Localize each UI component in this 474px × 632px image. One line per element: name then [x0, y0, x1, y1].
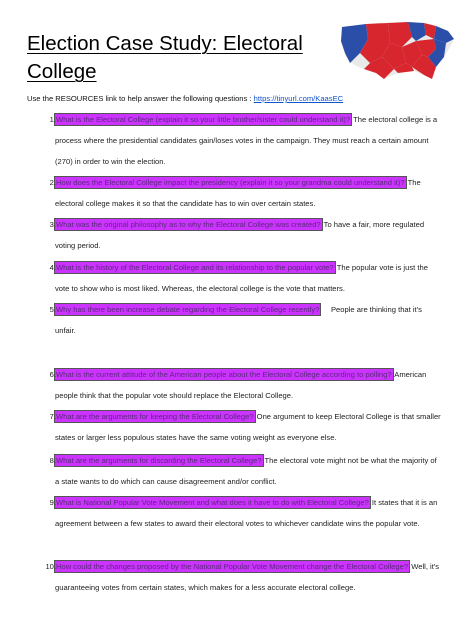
- question-item-2: [36, 172, 441, 214]
- question-item-9: [36, 492, 441, 534]
- question-number: 6.: [49, 370, 56, 379]
- question-number: 4.: [49, 263, 56, 272]
- answer-text: The electoral college is a process where the presidential candidates gain/loses votes in the campaign. They must reach a certain amount (270) in order to win the election.: [55, 115, 438, 166]
- answer-text: To have a fair, more regulated voting period.: [55, 220, 425, 250]
- question-text: What is National Popular Vote Movement and what does it have to do with Electoral College?: [56, 498, 369, 507]
- question-text: What is the current attitude of the American people about the Electoral College according to polling?: [56, 370, 392, 379]
- intro-text: Use the RESOURCES link to help answer the following questions :: [27, 94, 254, 103]
- question-text: What was the original philosophy as to why the Electoral College was created?: [56, 220, 321, 229]
- answer-text: The electoral college makes it so that the candidate has to win over certain states.: [55, 178, 421, 208]
- question-number: 7.: [49, 412, 56, 421]
- question-number: 9.: [49, 498, 56, 507]
- answer-text: American people think that the popular vote should replace the Electoral College.: [55, 370, 427, 400]
- answer-text: Well, it's guaranteeing votes from certain states, which makes for a less accurate electoral college.: [55, 562, 440, 592]
- answer-text: The popular vote is just the vote to show who is most liked. Whereas, the electoral college is the vote that matters.: [55, 263, 428, 293]
- page-title: [27, 30, 317, 86]
- question-number: 1.: [49, 115, 56, 124]
- question-number: 10.: [45, 562, 56, 571]
- question-text: How could the changes proposed by the National Popular Vote Movement change the Electoral College?: [56, 562, 409, 571]
- answer-text: People are thinking that it's unfair.: [55, 305, 425, 335]
- question-item-10: [36, 556, 441, 598]
- question-item-7: [36, 406, 441, 448]
- question-number: 3.: [49, 220, 56, 229]
- question-item-4: [36, 257, 441, 299]
- question-text: What are the arguments for discarding the Electoral College?: [56, 456, 262, 465]
- question-text: What are the arguments for keeping the Electoral College?: [56, 412, 254, 421]
- title-line-1: Election Case Study: Electoral: [27, 32, 303, 55]
- question-item-6: [36, 364, 441, 406]
- answer-text: The electoral vote might not be what the majority of a state wants to do which can cause disagreement and/or conflict.: [55, 456, 437, 486]
- question-item-3: [36, 214, 441, 256]
- title-line-2: College: [27, 60, 97, 83]
- intro-instructions: [27, 94, 343, 103]
- answer-text: It states that it is an agreement between a few states to award their electoral votes to whichever candidate wins the popular vote.: [55, 498, 438, 528]
- question-item-1: [36, 109, 441, 172]
- question-number: 2.: [49, 178, 56, 187]
- question-number: 8.: [49, 456, 56, 465]
- question-number: 5.: [49, 305, 56, 314]
- question-item-5: [36, 299, 441, 341]
- question-item-8: [36, 450, 441, 492]
- resources-link[interactable]: https://tinyurl.com/KaasEC: [253, 94, 344, 103]
- question-text: What is the history of the Electoral College and its relationship to the popular vote?: [56, 263, 334, 272]
- question-text: How does the Electoral College impact the presidency (explain it so your grandma could understand it)?: [56, 178, 405, 187]
- question-text: Why has there been increase debate regarding the Electoral College recently?: [56, 305, 320, 314]
- us-electoral-map-icon: [336, 13, 460, 93]
- answer-text: One argument to keep Electoral College is that smaller states or larger less populous states have the same voting weight as everyone else.: [55, 412, 441, 442]
- question-text: What is the Electoral College (explain it so your little brother/sister could understand it)?: [56, 115, 351, 124]
